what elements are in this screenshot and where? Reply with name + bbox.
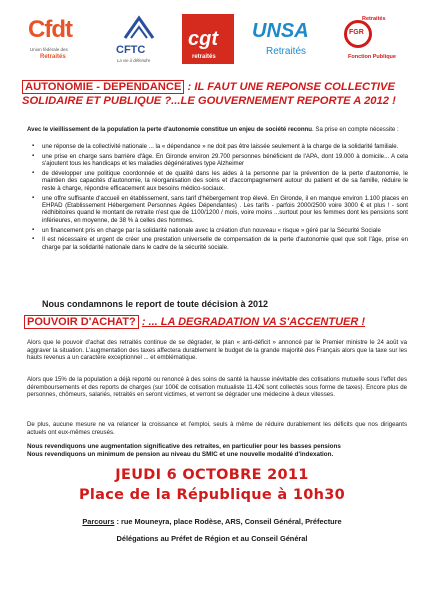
cfdt-subtitle: Union fédérale des (30, 47, 68, 52)
pouvoir-rest: : ... LA DEGRADATION VA S'ACCENTUER ! (141, 316, 366, 328)
cftc-logo (108, 14, 170, 66)
event-place: Place de la République à 10h30 (78, 487, 346, 503)
parcours-label: Parcours (82, 517, 115, 526)
unsa-name: UNSA (252, 20, 309, 42)
cgt-retraites: retraités (192, 54, 216, 60)
parcours-route: : rue Mouneyra, place Rodèse, ARS, Conseil Général, Préfecture (114, 517, 342, 526)
cftc-emblem-icon (119, 14, 159, 44)
condemn-statement: Nous condamnons le report de toute décision à 2012 (42, 299, 269, 309)
fp-fonction-publique: Fonction Publique (348, 54, 396, 60)
list-item: ▪ une offre suffisante d'accueil en établissement, sans tarif d'hébergement trop élevé. En Gironde, il en manque environ 1.100 places en EHPAD (Etablissement Hébergement Personnes Agées Dépendantes) . Les tarifs - parfois 2000/2500 voire 3000 € et plus ! - sont rédhibitoires quand le montant de retraite n'est que de 1100/1200 / mois, voire moins ...surtout pour les femmes dont les pensions sont inférieures, en moyenne, de 38 % à celles des hommes. (30, 195, 408, 225)
delegations-line: Délégations au Préfet de Région et au Conseil Général (116, 534, 308, 543)
cgt-name: cgt (188, 28, 218, 50)
list-item: ▪ une réponse de la collectivité nationale ... la « dépendance » ne doit pas être laissée seulement à la charge de la solidarité familiale. (30, 143, 408, 150)
unsa-logo (246, 14, 320, 66)
intro-rest: . Sa prise en compte nécessite : (312, 126, 399, 133)
cfdt-name: Cfdt (28, 16, 72, 43)
paragraph: Alors que 15% de la population a déjà reporté ou renoncé à des soins de santé la hausse inévitable des cotisations mutuelle sous l'effet des déremboursements et des reports de charges (sur 100€ de cotisation mutualiste 11.42€ sont collectés sous forme de taxes). Encore plus de personnes, chômeurs, salariés, retraités en seront victimes, et verront se dégrader une médecine à deux vitesses. (27, 376, 407, 398)
revendications (27, 443, 407, 459)
cgt-logo (182, 14, 234, 66)
headline-boxed: AUTONOMIE - DEPENDANCE (22, 80, 184, 94)
list-item: ▪ une prise en charge sans barrière d'âge. En Gironde environ 29.700 personnes bénéficient de l'APA, dont 19.000 à domicile... A cela s'ajoutent tous les handicaps et les maladies dégénératives type Alzheimer (30, 153, 408, 168)
cfdt-retraites: Retraités (40, 54, 66, 60)
pouvoir-boxed: POUVOIR D'ACHAT? (24, 315, 139, 329)
logo-bar (28, 14, 404, 66)
revendication-line: Nous revendiquons un minimum de pension au niveau du SMIC et une nouvelle modalité d'indexation. (27, 450, 334, 458)
intro-bold: Avec le vieillissement de la population la perte d'autonomie constitue un enjeu de société reconnu (27, 126, 312, 133)
intro-paragraph (27, 126, 407, 134)
parcours-line (0, 517, 424, 526)
cfdt-logo (28, 14, 92, 66)
list-item: ▪ de développer une politique coordonnée et de qualité dans les aides à la personne par la prévention de la perte d'autonomie, le maintien des capacités d'autonomie, la réorganisation des soins et d'accompagnement autour du patient et de sa famille, réduire le reste à charge, répondre efficacement aux besoins médico-sociaux. (30, 170, 408, 192)
list-item: ▪ Il est nécessaire et urgent de créer une prestation universelle de compensation de la perte d'autonomie quel que soit l'âge, prise en charge par la solidarité nationale dans le cadre de la sécurité sociale. (30, 236, 408, 251)
demands-list (30, 143, 408, 254)
cftc-name: CFTC (116, 44, 146, 56)
main-headline (22, 80, 406, 108)
cftc-subtitle: La vie à défendre (117, 58, 151, 63)
fp-mark: FGR (349, 29, 364, 36)
pouvoir-heading (24, 316, 365, 328)
unsa-retraites: Retraités (266, 46, 307, 57)
fgr-fp-logo (344, 14, 404, 66)
headline-rest: : IL FAUT UNE REPONSE COLLECTIVE SOLIDAIRE ET PUBLIQUE ?...LE GOUVERNEMENT REPORTE A 2012 ! (22, 81, 396, 107)
paragraph: De plus, aucune mesure ne va relancer la croissance et l'emploi, seuls à même de réduire durablement les déficits que nos dirigeants actuels ont eux-mêmes creusés. (27, 421, 407, 436)
revendication-line: Nous revendiquons une augmentation significative des retraites, en particulier pour les basses pensions (27, 443, 341, 450)
paragraph: Alors que le pouvoir d'achat des retraités continue de se dégrader, le plan « anti-déficit » annoncé par le Premier ministre le 24 août va aggraver la situation. L'augmentation des taxes affectera durablement le budget de la grande majorité des Français alors que la taxe sur les hauts revenus a un caractère exceptionnel ... et emblématique. (27, 339, 407, 361)
list-item: ▪ un financement pris en charge par la solidarité nationale avec la création d'un nouveau « risque » géré par la Sécurité Sociale (30, 227, 408, 234)
event-date: JEUDI 6 OCTOBRE 2011 (115, 467, 309, 483)
fp-retraites: Retraités (362, 16, 386, 22)
